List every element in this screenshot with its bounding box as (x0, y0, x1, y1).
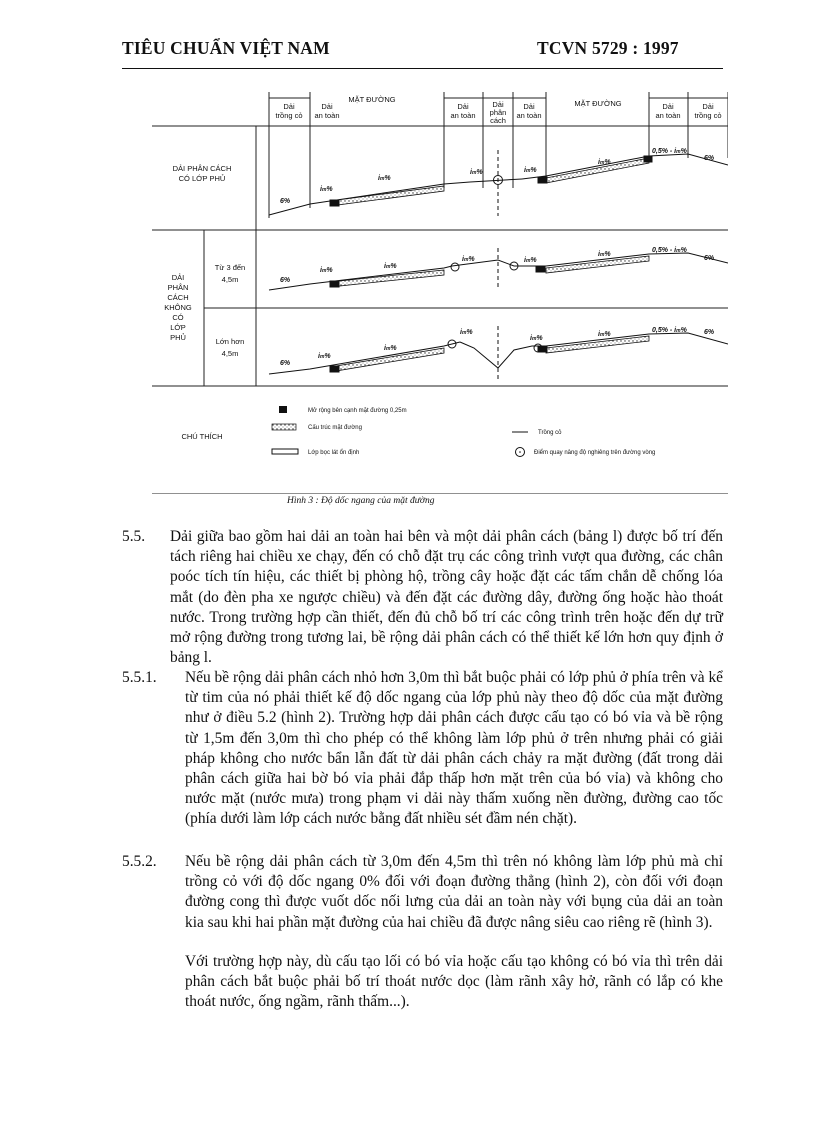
slope-extra-row2: 0,5% - im% (652, 247, 687, 254)
label-dai-an-toan-right-1: Dải (662, 102, 674, 111)
slope-im-row2-d: im% (524, 257, 537, 264)
figure-legend (272, 406, 655, 457)
legend-text-lop-boc: Lớp bọc lát ổn định (308, 450, 360, 456)
row-label-tu-3-den-1: Từ 3 đến (214, 263, 246, 272)
slope-im-row3-e: im% (598, 331, 611, 338)
slope-6pct-row2: 6% (280, 277, 291, 284)
label-dai-an-toan-mid-1: Dải (457, 102, 469, 111)
row-label-khong-lop-phu-7: PHỦ (170, 333, 186, 342)
slope-6pct-row2-right: 6% (704, 255, 715, 262)
row-label-co-lop-phu-2: CÓ LỚP PHỦ (178, 174, 226, 183)
label-dai-phan-cach-3: cách (490, 116, 506, 125)
row-label-khong-lop-phu-6: LỚP (170, 323, 186, 332)
section-number-5-5-1: 5.5.1. (122, 669, 157, 686)
row1-cross-section (269, 150, 728, 216)
label-dai-an-toan-mid2-2: an toàn (516, 111, 542, 120)
figure-cross-slope-diagram (152, 88, 728, 494)
label-dai-an-toan-mid2-1: Dải (523, 102, 535, 111)
label-dai-trong-co-right-2: trồng cỏ (694, 111, 722, 120)
slope-6pct-row3-right: 6% (704, 329, 715, 336)
slope-im-row3-b: im% (384, 345, 397, 352)
label-dai-phan-cach-1: Dải (492, 100, 504, 109)
slope-extra-row1: 0,5% - im% (652, 148, 687, 155)
slope-im-row2-e: im% (598, 251, 611, 258)
row-label-khong-lop-phu-2: PHÂN (167, 283, 189, 292)
row-label-chu-thich: CHÚ THÍCH (181, 432, 223, 441)
section-text-5-5-2: Nếu bề rộng dải phân cách từ 3,0m đến 4,5m thì trên nó không làm lớp phủ mà chỉ trồng cỏ với độ dốc ngang 0% đối với đoạn đường thẳng (hình 2), còn đối với đoạn đường cong thì được vuốt dốc nối lưng của dải an toàn này với bụng của dải an toàn kia sau khi hai phần mặt đường của hai chiều đã được nâng siêu cao riêng rẽ (hình 3). (185, 853, 723, 931)
label-dai-trong-co-right-1: Dải (702, 102, 714, 111)
row-label-lon-hon-1: Lớn hơn (215, 337, 245, 346)
header-standard-code: TCVN 5729 : 1997 (537, 38, 679, 58)
row-label-khong-lop-phu-3: CÁCH (167, 293, 189, 302)
legend-text-diem-quay: Điểm quay nâng độ nghiêng trên đường vòng (534, 450, 656, 456)
slope-im-row3-a: im% (318, 353, 331, 360)
slope-im-row2-c: im% (462, 256, 475, 263)
legend-swatch-lop-boc (272, 449, 298, 454)
row-label-khong-lop-phu-1: DẢI (171, 273, 185, 282)
row3-cross-section (269, 326, 728, 380)
row-label-tu-3-den-2: 4,5m (221, 275, 239, 284)
figure-grid (152, 92, 728, 494)
slope-im-row1-e: im% (598, 159, 611, 166)
header-rule (122, 68, 723, 69)
slope-6pct-row1-right: 6% (704, 155, 715, 162)
label-dai-an-toan-left-1: Dải (321, 102, 333, 111)
legend-text-trong-co: Trồng cỏ (538, 430, 562, 436)
legend-swatch-cau-truc (272, 424, 296, 430)
slope-6pct-row3: 6% (280, 360, 291, 367)
section-number-5-5: 5.5. (122, 528, 146, 545)
row2-cross-section (269, 248, 728, 290)
slope-im-row2-b: im% (384, 263, 397, 270)
slope-extra-row3: 0,5% - im% (652, 327, 687, 334)
label-dai-an-toan-right-2: an toàn (655, 111, 681, 120)
row-label-khong-lop-phu-5: CÓ (172, 313, 184, 322)
row-label-lon-hon-2: 4,5m (221, 349, 239, 358)
section-text-5-5: Dải giữa bao gồm hai dải an toàn hai bên và một dải phân cách (bảng l) được bố trí đến tách riêng hai chiều xe chạy, đến có chỗ đặt trụ các công trình vượt qua đường, các chân poóc tích tín hiệu, các thiết bị phòng hộ, trồng cây hoặc đặt các tấm chắn dễ chống lóa mắt (do đèn pha xe ngược chiều) và đến đặt các đường dây, đường ống hoặc hào thoát nước. Trong trường hợp cần thiết, đến đủ chỗ bố trí các công trình trên hoặc đến dự trữ mở rộng đường trong tương lai, bề rộng dải phân cách có thể thiết kế lớn hơn quy định ở bảng l. (170, 528, 723, 667)
slope-im-row1-a: im% (320, 186, 333, 193)
section-number-5-5-2: 5.5.2. (122, 853, 157, 870)
slope-im-row1-c: im% (470, 169, 483, 176)
slope-6pct-row1: 6% (280, 198, 291, 205)
label-dai-an-toan-left-2: an toàn (314, 111, 340, 120)
row-label-co-lop-phu-1: DẢI PHÂN CÁCH (172, 164, 232, 173)
label-mat-duong-right: MẶT ĐƯỜNG (574, 99, 622, 108)
row-label-khong-lop-phu-4: KHÔNG (164, 303, 192, 312)
slope-im-row3-d: im% (530, 335, 543, 342)
slope-im-row2-a: im% (320, 267, 333, 274)
slope-im-row1-d: im% (524, 167, 537, 174)
label-dai-an-toan-mid-2: an toàn (450, 111, 476, 120)
legend-text-mo-rong: Mở rộng bên cạnh mặt đường 0,25m (308, 408, 407, 414)
figure-caption: Hình 3 : Độ dốc ngang của mặt đường (287, 496, 435, 506)
header-standard-title: TIÊU CHUẨN VIỆT NAM (122, 38, 330, 58)
slope-im-row3-c: im% (460, 329, 473, 336)
section-text-5-5-1: Nếu bề rộng dải phân cách nhỏ hơn 3,0m thì bắt buộc phải có lớp phủ ở phía trên và kể từ tim của nó phải thiết kế độ dốc ngang của lớp phủ này theo độ dốc của mặt đường như ở điều 5.2 (hình 2). Trường hợp dải phân cách được cấu tạo có bó vỉa và bề rộng từ 1,5m đến 3,0m thì cho phép có thể không làm lớp phủ ở trên nhưng phải có giải pháp không cho nước bẩn lẫn đất từ dải phân cách chảy ra mặt đường (đất trong dải phân cách giữa hai bờ bó vỉa phải đắp thấp hơn mặt trên của bó vỉa) và không cho nước mặt (nước mưa) trong phạm vi dải này thấm xuống nền đường, đường cao tốc (phía dưới làm lớp cách nước bằng đất nhiều sét đầm nén chặt). (185, 669, 723, 828)
section-text-5-5-2-continued: Với trường hợp này, dù cấu tạo lối có bó vỉa hoặc cấu tạo không có bó vỉa thì trên dải phân cách bắt buộc phải bố trí thoát nước dọc (làm rãnh xây hở, rãnh có lắp có khe thoát nước, ống ngầm, rãnh thấm...). (185, 953, 723, 1011)
slope-im-row1-b: im% (378, 175, 391, 182)
label-dai-trong-co-1: Dải (283, 102, 295, 111)
label-mat-duong-left: MẶT ĐƯỜNG (348, 95, 396, 104)
legend-swatch-mo-rong (279, 406, 287, 413)
label-dai-phan-cach-2: phân (489, 108, 507, 117)
legend-text-cau-truc: Cấu trúc mặt đường (308, 425, 362, 431)
label-dai-trong-co-2: trồng cỏ (275, 111, 303, 120)
